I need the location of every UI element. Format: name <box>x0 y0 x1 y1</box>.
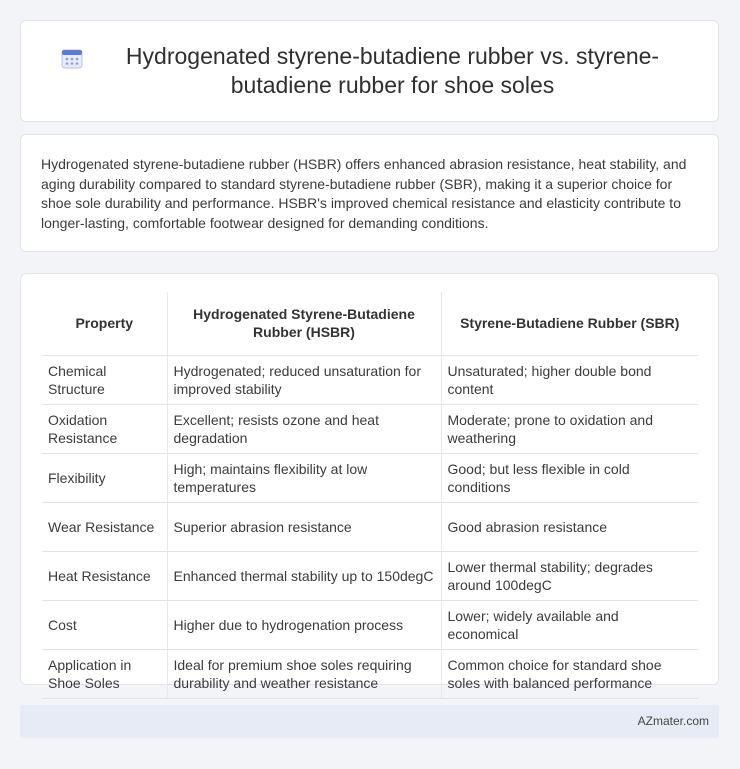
row-property: Flexibility <box>42 453 167 502</box>
row-hsbr-value: Ideal for premium shoe soles requiring durability and weather resistance <box>167 649 441 698</box>
row-property: Wear Resistance <box>42 502 167 551</box>
footer-brand-link[interactable]: AZmater.com <box>637 714 709 728</box>
row-sbr-value: Good abrasion resistance <box>441 502 698 551</box>
row-hsbr-value: Hydrogenated; reduced unsaturation for improved stability <box>167 355 441 404</box>
table-header-row <box>42 292 698 355</box>
row-sbr-value: Unsaturated; higher double bond content <box>441 355 698 404</box>
row-hsbr-value: Excellent; resists ozone and heat degradation <box>167 404 441 453</box>
page-title: Hydrogenated styrene-butadiene rubber vs. styrene-butadiene rubber for shoe soles <box>125 43 660 98</box>
row-hsbr-value: High; maintains flexibility at low temperatures <box>167 453 441 502</box>
header-hsbr: Hydrogenated Styrene-Butadiene Rubber (HSBR) <box>167 292 441 355</box>
calendar-icon <box>61 47 83 69</box>
row-hsbr-value: Enhanced thermal stability up to 150degC <box>167 551 441 600</box>
row-property: Cost <box>42 600 167 649</box>
row-property: Oxidation Resistance <box>42 404 167 453</box>
row-property: Chemical Structure <box>42 355 167 404</box>
row-sbr-value: Common choice for standard shoe soles with balanced performance <box>441 649 698 698</box>
title-card <box>20 20 719 122</box>
summary-card <box>20 134 719 252</box>
comparison-table-card <box>20 273 719 691</box>
row-sbr-value: Good; but less flexible in cold conditions <box>441 453 698 502</box>
table-row <box>42 355 698 404</box>
row-sbr-value: Lower thermal stability; degrades around 100degC <box>441 551 698 600</box>
footer-bar <box>20 705 719 738</box>
row-sbr-value: Moderate; prone to oxidation and weathering <box>441 404 698 453</box>
table-row <box>42 453 698 502</box>
table-row <box>42 502 698 551</box>
comparison-table <box>42 292 698 699</box>
table-row <box>42 600 698 649</box>
table-row <box>42 551 698 600</box>
table-row <box>42 649 698 698</box>
title-wrap <box>21 21 718 121</box>
summary-text: Hydrogenated styrene-butadiene rubber (HSBR) offers enhanced abrasion resistance, heat stability, and aging durability compared to standard styrene-butadiene rubber (SBR), making it a superior choice for shoe sole durability and performance. HSBR's improved chemical resistance and elasticity contribute to longer-lasting, comfortable footwear designed for demanding conditions. <box>41 156 687 231</box>
table-row <box>42 404 698 453</box>
header-sbr: Styrene-Butadiene Rubber (SBR) <box>441 292 698 355</box>
row-sbr-value: Lower; widely available and economical <box>441 600 698 649</box>
row-hsbr-value: Superior abrasion resistance <box>167 502 441 551</box>
row-hsbr-value: Higher due to hydrogenation process <box>167 600 441 649</box>
header-property: Property <box>42 292 167 355</box>
row-property: Application in Shoe Soles <box>42 649 167 698</box>
row-property: Heat Resistance <box>42 551 167 600</box>
